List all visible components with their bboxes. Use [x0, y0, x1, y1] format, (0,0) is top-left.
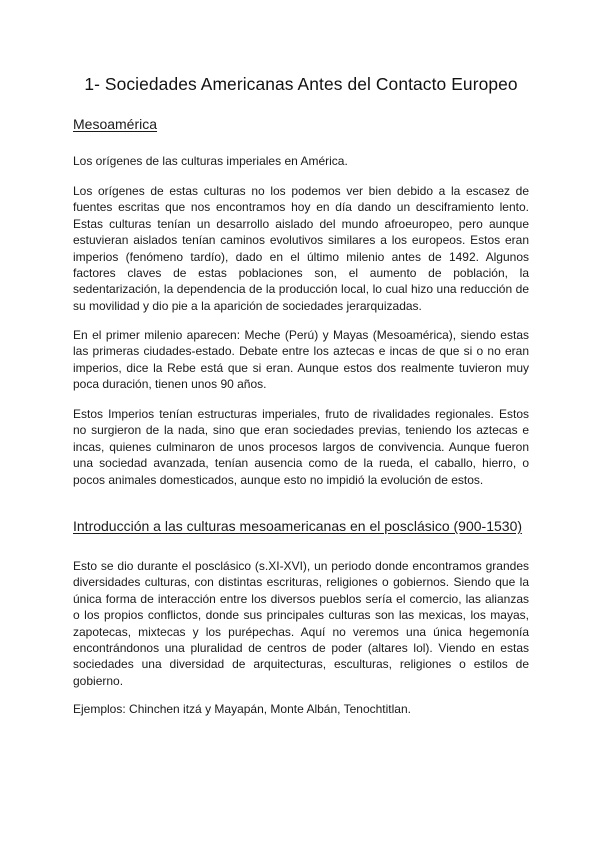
section-heading-mesoamerica: Mesoamérica: [73, 116, 158, 132]
paragraph: En el primer milenio aparecen: Meche (Perú) y Mayas (Mesoamérica), siendo estas las primeras ciudades-estado. Debate entre los aztecas e incas de que si o no eran imperios, dice la Rebe está que si eran. Aunque estos dos realmente tuvieron muy poca duración, tienen unos 90 años.: [73, 328, 529, 392]
paragraph: Ejemplos: Chinchen itzá y Mayapán, Monte Albán, Tenochtitlan.: [73, 702, 411, 716]
paragraph: Esto se dio durante el posclásico (s.XI-XVI), un periodo donde encontramos grandes diversidades culturas, con distintas escrituras, religiones o gobiernos. Siendo que la única forma de interacción entre los diversos pueblos sería el comercio, las alianzas o los propios conflictos, donde sus principales culturas son las mexicas, los mayas, zapotecas, mixtecas y los purépechas. Aquí no veremos una única hegemonía encontrándonos una pluralidad de centros de poder (altares lol). Viendo en estas sociedades una diversidad de arquitecturas, esculturas, religiones o estilos de gobierno.: [73, 559, 529, 688]
document-title: 1- Sociedades Americanas Antes del Contacto Europeo: [84, 74, 518, 94]
paragraph: Los orígenes de estas culturas no los podemos ver bien debido a la escasez de fuentes escritas que nos encontramos hoy en día dando un desciframiento lento. Estas culturas tenían un desarrollo aislado del mundo afroeuropeo, pero aunque estuvieran aislados tenían caminos evolutivos similares a los europeos. Estos eran imperios (fenómeno tardío), dado en el último milenio antes de 1492. Algunos factores claves de estas poblaciones son, el aumento de población, la sedentarización, la dependencia de la producción local, lo cual hizo una reducción de su movilidad y dio pie a la aparición de sociedades jerarquizadas.: [73, 184, 529, 313]
section-heading-posclasico: Introducción a las culturas mesoamericanas en el posclásico (900-1530): [73, 518, 523, 534]
paragraph: Los orígenes de las culturas imperiales en América.: [73, 154, 348, 168]
paragraph: Estos Imperios tenían estructuras imperiales, fruto de rivalidades regionales. Estos no surgieron de la nada, sino que eran sociedades previas, teniendo los aztecas e incas, quienes culminaron de unos procesos largos de convivencia. Aunque fueron una sociedad avanzada, tenían ausencia como de la rueda, el caballo, hierro, o pocos animales domesticados, aunque esto no impidió la evolución de estos.: [73, 407, 529, 487]
